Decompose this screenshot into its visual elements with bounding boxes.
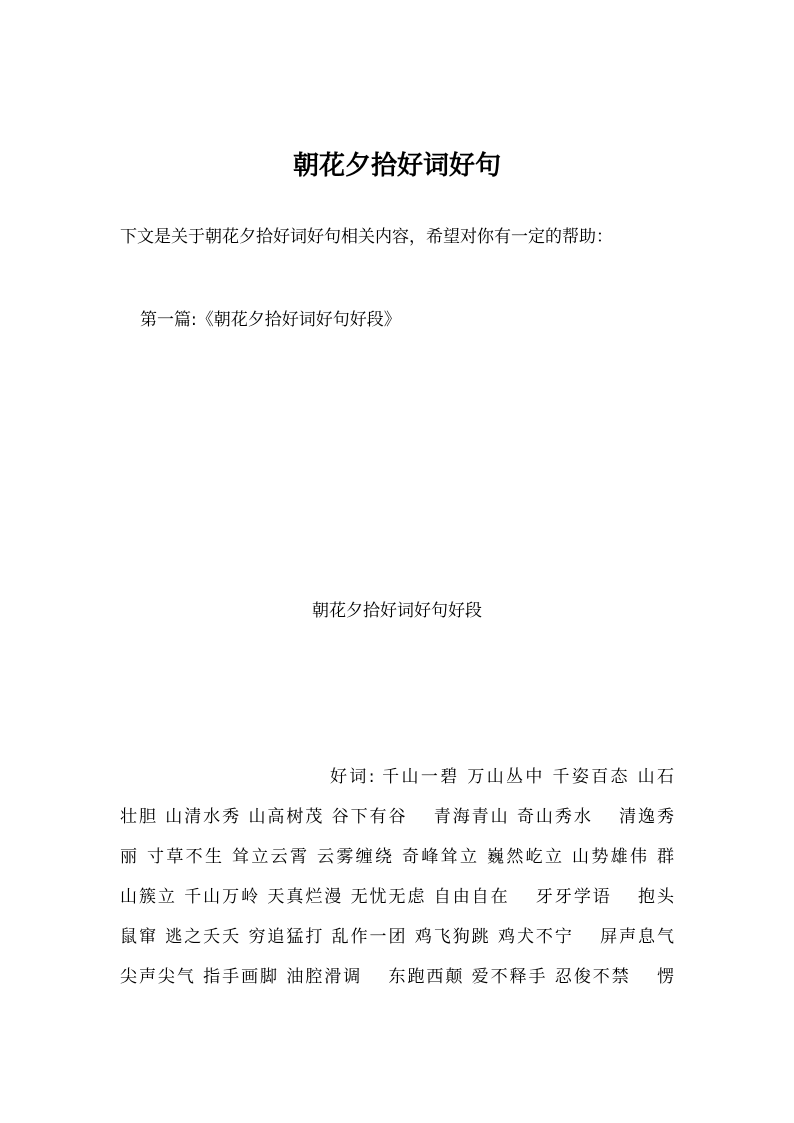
body-line: 好词: 千山一碧 万山丛中 千姿百态 山石 bbox=[330, 767, 674, 787]
body-line: 山簇立 千山万岭 天真烂漫 无忧无虑 自由自在 牙牙学语 抱头 bbox=[120, 887, 674, 907]
body-line: 尖声尖气 指手画脚 油腔滑调 东跑西颠 爱不释手 忍俊不禁 愣 bbox=[120, 967, 674, 987]
body-line: 壮胆 山清水秀 山高树茂 谷下有谷 青海青山 奇山秀水 清逸秀 bbox=[120, 807, 674, 827]
section-heading: 第一篇:《朝花夕拾好词好句好段》 bbox=[140, 310, 401, 330]
section-subtitle: 朝花夕拾好词好句好段 bbox=[312, 601, 482, 621]
body-line: 丽 寸草不生 耸立云霄 云雾缠绕 奇峰耸立 巍然屹立 山势雄伟 群 bbox=[120, 847, 674, 867]
body-line: 鼠窜 逃之夭夭 穷追猛打 乱作一团 鸡飞狗跳 鸡犬不宁 屏声息气 bbox=[120, 927, 674, 947]
document-title: 朝花夕拾好词好句 bbox=[292, 151, 501, 181]
intro-paragraph: 下文是关于朝花夕拾好词好句相关内容，希望对你有一定的帮助： bbox=[120, 227, 613, 247]
